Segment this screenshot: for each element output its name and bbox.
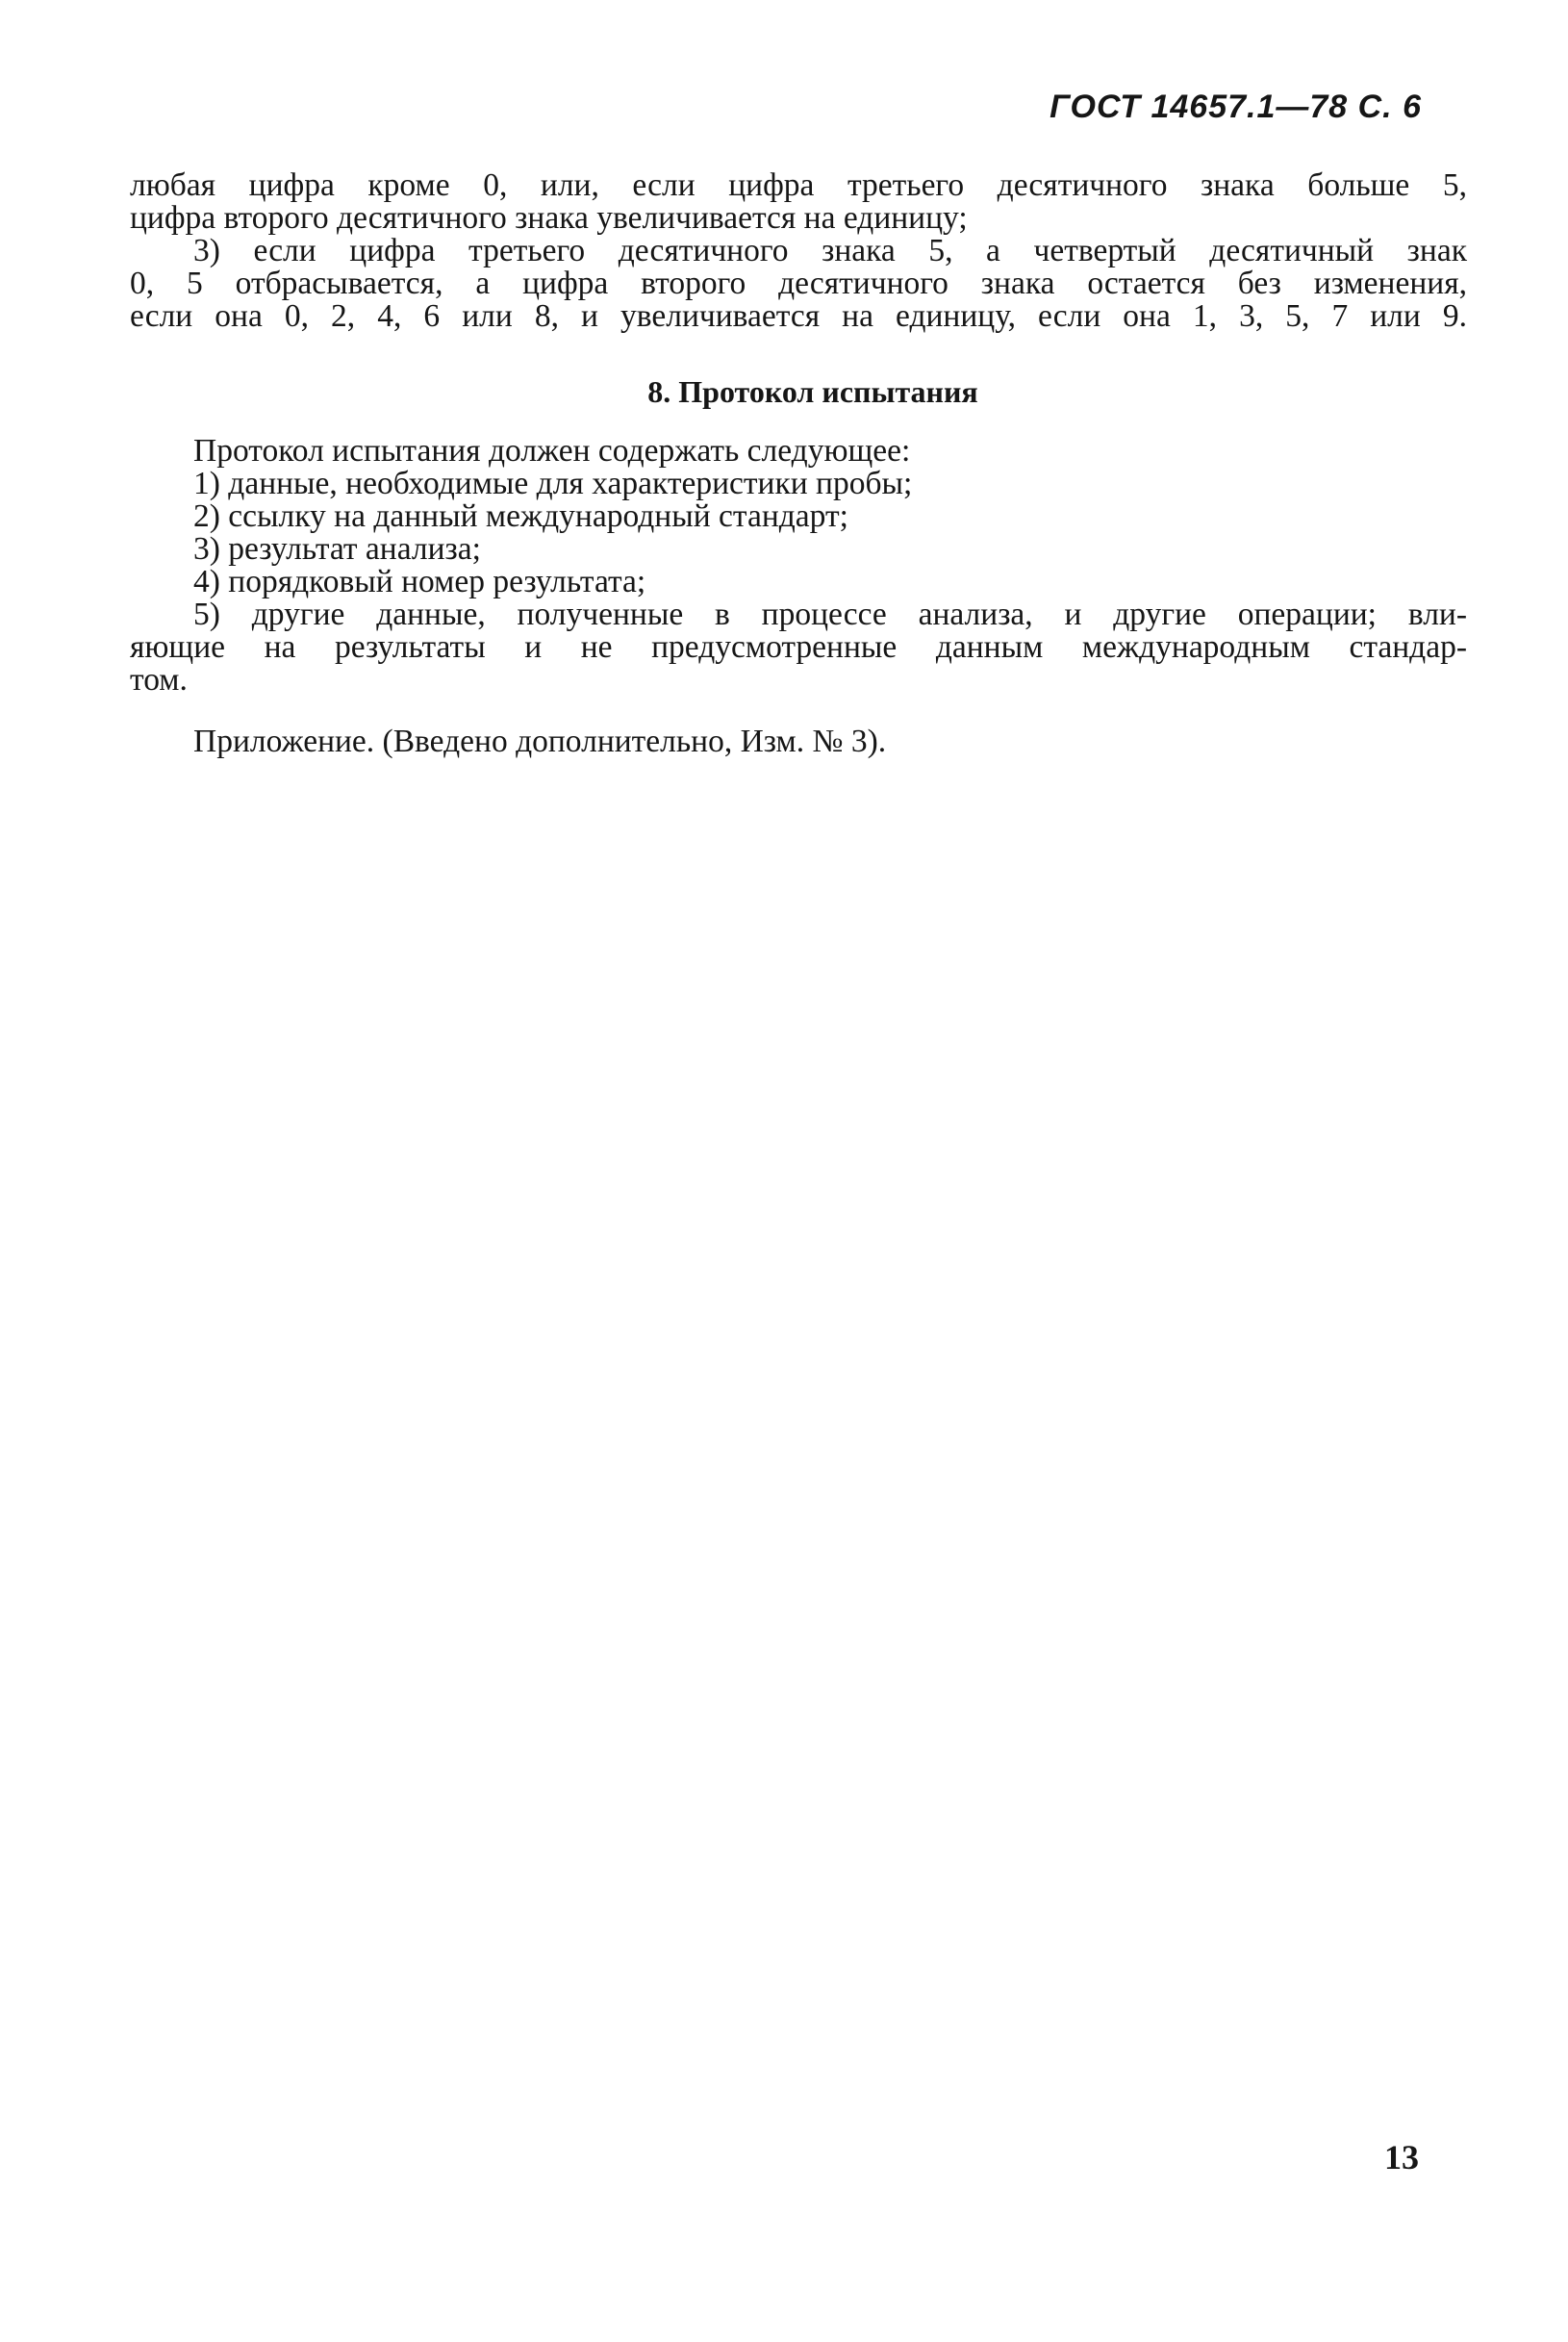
rounding-rule-2-line-2: цифра второго десятичного знака увеличивается на единицу; — [130, 200, 968, 236]
annex-note: Приложение. (Введено дополнительно, Изм. № 3). — [193, 724, 887, 759]
rounding-rule-3-line-3: если она 0, 2, 4, 6 или 8, и увеличивается на единицу, если она 1, 3, 5, 7 или 9. — [130, 298, 1467, 334]
protocol-item-2: 2) ссылку на данный международный стандарт; — [193, 498, 848, 534]
protocol-item-5-line-3: том. — [130, 662, 188, 698]
page-number: 13 — [1384, 2138, 1419, 2177]
page-body — [130, 169, 1467, 758]
protocol-item-5-line-2: яющие на результаты и не предусмотренные данным международным стандар- — [130, 629, 1467, 665]
protocol-item-5-line-1: 5) другие данные, полученные в процессе анализа, и другие операции; вли- — [193, 597, 1467, 632]
rounding-rule-2-line-1: любая цифра кроме 0, или, если цифра третьего десятичного знака больше 5, — [130, 167, 1467, 203]
rounding-rule-3-line-2: 0, 5 отбрасывается, а цифра второго десятичного знака остается без изменения, — [130, 266, 1467, 301]
running-header: ГОСТ 14657.1—78 С. 6 — [1050, 89, 1422, 125]
protocol-item-1: 1) данные, необходимые для характеристики пробы; — [193, 466, 913, 501]
protocol-intro: Протокол испытания должен содержать следующее: — [193, 433, 911, 469]
section-heading: 8. Протокол испытания — [647, 374, 978, 409]
protocol-item-3: 3) результат анализа; — [193, 531, 481, 567]
protocol-item-4: 4) порядковый номер результата; — [193, 564, 646, 599]
rounding-rule-3-line-1: 3) если цифра третьего десятичного знака 5, а четвертый десятичный знак — [193, 233, 1467, 268]
